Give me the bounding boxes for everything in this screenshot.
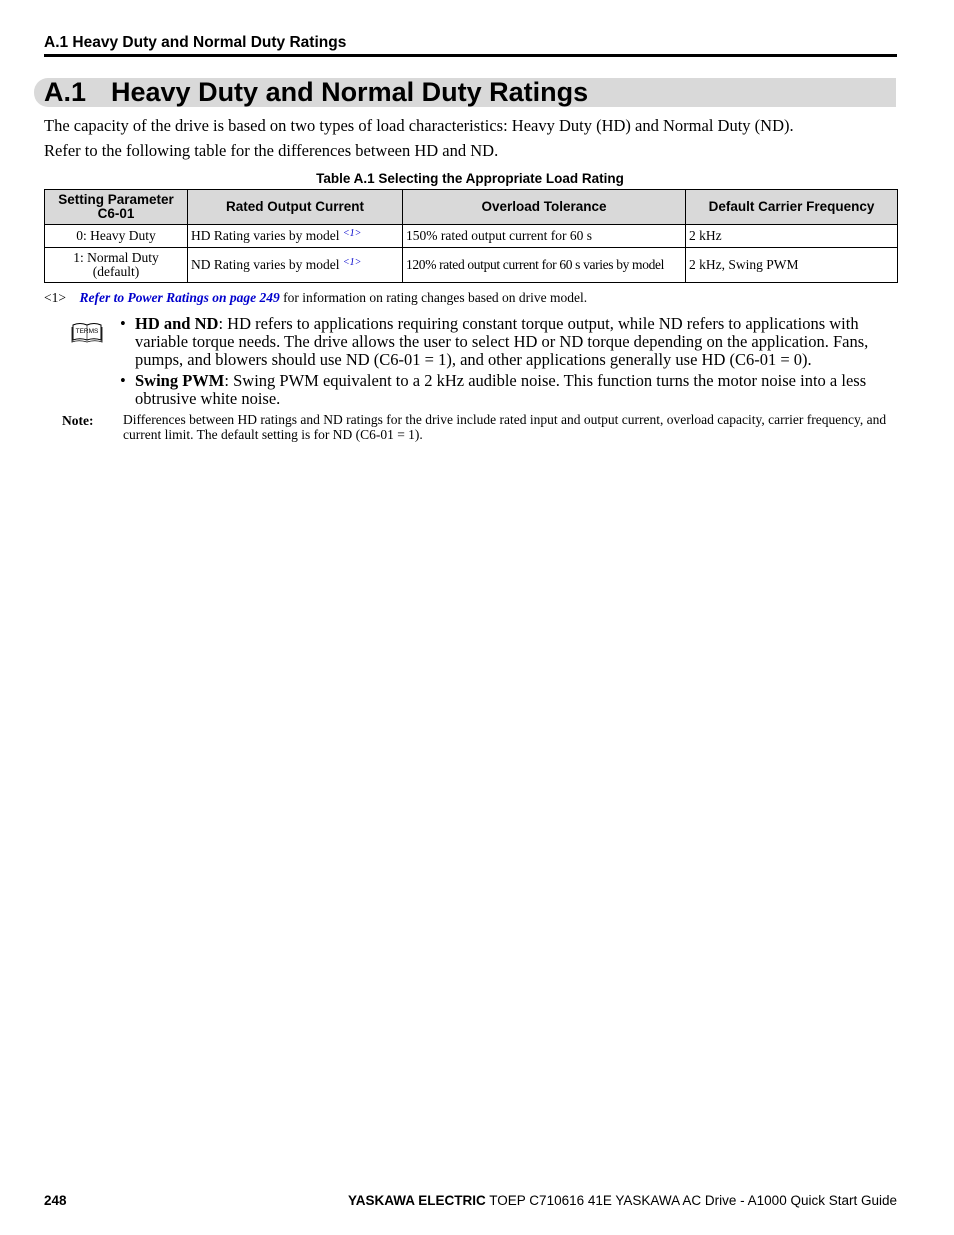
running-header: A.1 Heavy Duty and Normal Duty Ratings xyxy=(44,34,347,51)
setting-cell xyxy=(45,248,188,283)
terms-icon-label: TERMS xyxy=(75,328,99,335)
current-cell xyxy=(188,248,403,283)
current-text: ND Rating varies by model xyxy=(191,257,340,272)
footnote-marker: <1> xyxy=(44,290,66,305)
header-rule xyxy=(44,54,897,57)
load-rating-table xyxy=(44,189,898,283)
intro-paragraph-2: Refer to the following table for the differences between HD and ND. xyxy=(44,141,499,160)
note-text: Differences between HD ratings and ND ratings for the drive include rated input and output current, overload capacity, carrier frequency, and current limit. The default setting is for ND (C6-01 = 1). xyxy=(123,412,887,442)
overload-cell: 120% rated output current for 60 s varies by model xyxy=(403,248,686,283)
footer-doc-info xyxy=(348,1193,897,1208)
setting-cell: 0: Heavy Duty xyxy=(45,225,188,248)
current-text: HD Rating varies by model xyxy=(191,228,340,243)
current-cell xyxy=(188,225,403,248)
setting-line: 1: Normal Duty xyxy=(73,250,159,265)
table-row xyxy=(45,248,898,283)
terms-book-icon xyxy=(71,321,103,343)
footer-brand: YASKAWA ELECTRIC xyxy=(348,1193,486,1208)
section-number: A.1 xyxy=(44,77,87,107)
table-header-row xyxy=(45,190,898,225)
section-title-band xyxy=(34,78,896,107)
bullet-term: HD and ND xyxy=(135,314,219,333)
bullet-dot: • xyxy=(120,371,126,390)
bullet-hd-nd xyxy=(120,315,895,369)
bullet-text: : Swing PWM equivalent to a 2 kHz audible noise. This function turns the motor noise into a less obtrusive white noise. xyxy=(135,371,867,408)
bullet-term: Swing PWM xyxy=(135,371,225,390)
table-caption: Table A.1 Selecting the Appropriate Load Rating xyxy=(316,171,624,186)
footer-doc-title: TOEP C710616 41E YASKAWA AC Drive - A1000 Quick Start Guide xyxy=(485,1193,897,1208)
intro-paragraph-1: The capacity of the drive is based on two types of load characteristics: Heavy Duty (HD) and Normal Duty (ND). xyxy=(44,116,794,135)
footnote-ref-link[interactable]: <1> xyxy=(342,228,362,239)
column-header: Overload Tolerance xyxy=(403,190,686,225)
page-number: 248 xyxy=(44,1193,67,1208)
bullet-dot: • xyxy=(120,314,126,333)
section-title: Heavy Duty and Normal Duty Ratings xyxy=(111,77,589,107)
column-header: Setting Parameter C6-01 xyxy=(45,190,188,225)
table-row xyxy=(45,225,898,248)
carrier-cell: 2 kHz xyxy=(686,225,898,248)
footnote-text: for information on rating changes based on drive model. xyxy=(279,290,588,305)
carrier-cell: 2 kHz, Swing PWM xyxy=(686,248,898,283)
column-header: Rated Output Current xyxy=(188,190,403,225)
overload-cell: 150% rated output current for 60 s xyxy=(403,225,686,248)
bullet-text: : HD refers to applications requiring constant torque output, while ND refers to applications with variable torque needs. The drive allows the user to select HD or ND torque depending on the application. Fans, pumps, and blowers should use ND (C6-01 = 1), and other applications generally use HD (C6-01 = 0). xyxy=(135,314,869,369)
note-label: Note: xyxy=(62,413,94,428)
setting-default-note: (default) xyxy=(92,264,140,279)
power-ratings-link[interactable]: Refer to Power Ratings on page 249 xyxy=(79,290,280,305)
table-footnote xyxy=(44,290,587,306)
column-header: Default Carrier Frequency xyxy=(686,190,898,225)
bullet-swing-pwm xyxy=(120,372,895,408)
footnote-ref-link[interactable]: <1> xyxy=(342,257,362,268)
